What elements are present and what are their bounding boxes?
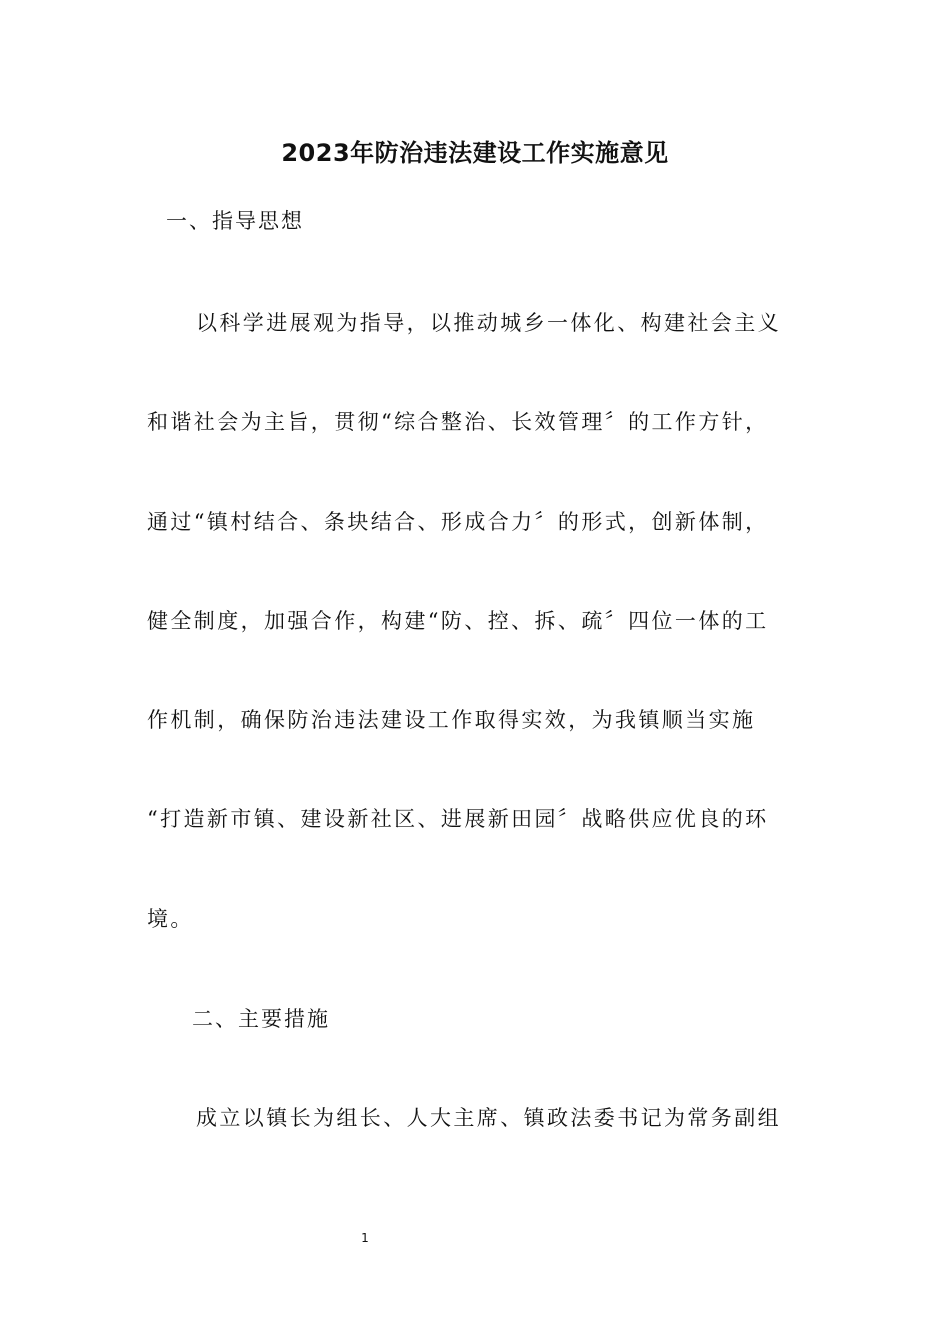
- paragraph-line: “打造新市镇、建设新社区、进展新田园〞战略供应优良的环: [147, 807, 769, 831]
- page-number: 1: [361, 1231, 369, 1245]
- paragraph-line: 健全制度，加强合作，构建“防、控、拆、疏〞四位一体的工: [147, 609, 769, 633]
- section-heading-main-measures: 二、主要措施: [192, 1007, 330, 1031]
- paragraph-line: 作机制，确保防治违法建设工作取得实效，为我镇顺当实施: [147, 708, 756, 732]
- section-heading-guiding-ideology: 一、指导思想: [166, 209, 304, 233]
- paragraph-line: 以科学进展观为指导，以推动城乡一体化、构建社会主义: [196, 311, 781, 335]
- paragraph-line: 境。: [147, 907, 194, 931]
- paragraph-line: 和谐社会为主旨，贯彻“综合整治、长效管理〞的工作方针，: [147, 410, 769, 434]
- document-title: 2023年防治违法建设工作实施意见: [281, 139, 669, 167]
- paragraph-line: 通过“镇村结合、条块结合、形成合力〞的形式，创新体制，: [147, 510, 769, 534]
- paragraph-line: 成立以镇长为组长、人大主席、镇政法委书记为常务副组: [196, 1106, 781, 1130]
